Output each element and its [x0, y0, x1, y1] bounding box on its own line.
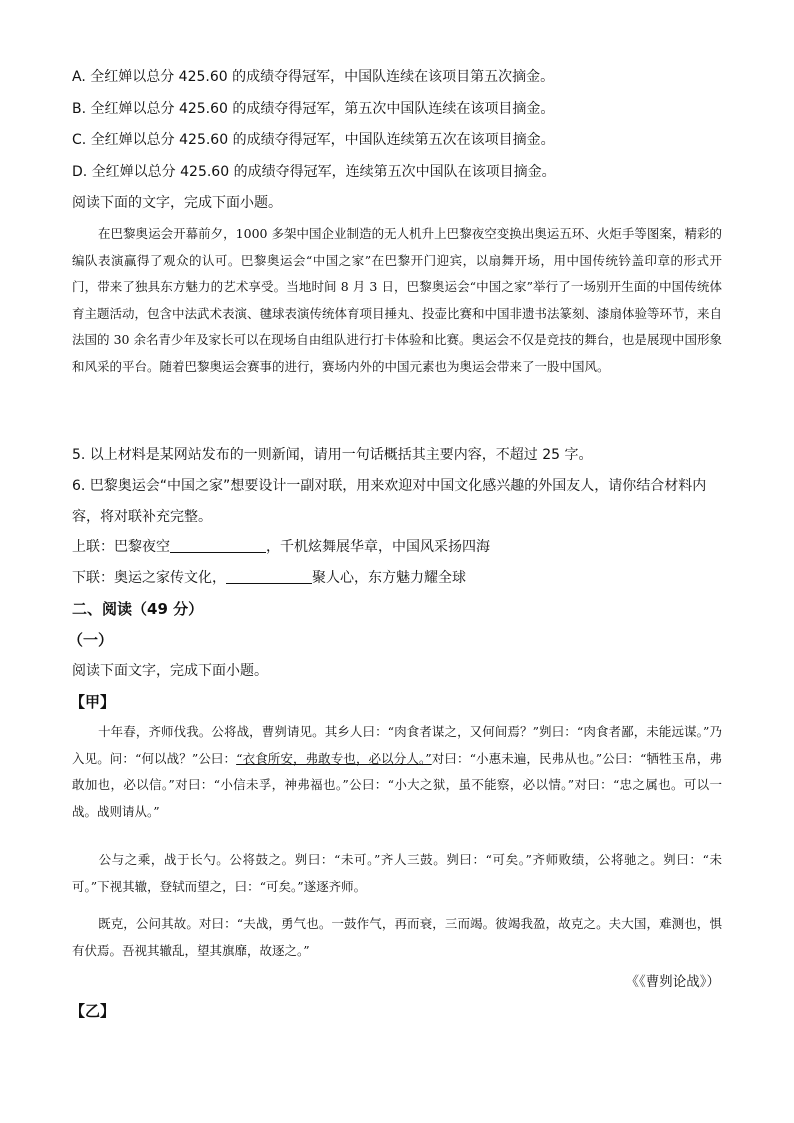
- classical-text: 公与之乘，战于长勺。公将鼓之。刿曰：“未可。”齐人三鼓。刿曰：“可矣。”齐师败绩，公将驰之。刿曰：“未可。”下视其辙，登轼而望之，曰：“可矣。”遂逐齐师。: [72, 852, 722, 894]
- option-text: 全红婵以总分 425.60 的成绩夺得冠军，中国队连续第五次在该项目摘金。: [90, 132, 555, 148]
- classical-paragraph-1: [72, 719, 722, 825]
- option-label: A.: [72, 69, 86, 85]
- reading-instruction: 阅读下面的文字，完成下面小题。: [72, 195, 282, 211]
- option-c: [72, 131, 555, 149]
- reading-instruction-2: 阅读下面文字，完成下面小题。: [72, 663, 268, 679]
- couplet-lower-start: 下联：奥运之家传文化，: [72, 570, 226, 586]
- passage-label-jia: 【甲】: [70, 693, 116, 711]
- classical-text: 对曰：“小惠未遍，民弗从也。”公曰：“牺牲玉帛，弗敢加也，必以信。”对曰：“小信未孚，神弗福也。”公曰：“小大之狱，虽不能察，必以情。”对曰：“忠之属也。可以一战。战则请从。”: [72, 750, 722, 819]
- classical-paragraph-2: [72, 847, 722, 900]
- option-text: 全红婵以总分 425.60 的成绩夺得冠军，中国队连续在该项目第五次摘金。: [90, 69, 555, 85]
- option-text: 全红婵以总分 425.60 的成绩夺得冠军，连续第五次中国队在该项目摘金。: [91, 164, 556, 180]
- classical-paragraph-3: [72, 911, 722, 964]
- underlined-sentence: “衣食所安，弗敢专也，必以分人。”: [236, 750, 432, 766]
- passage-label-yi: 【乙】: [70, 1002, 116, 1020]
- news-paragraph: [72, 221, 722, 380]
- option-label: C.: [72, 132, 87, 148]
- option-text: 全红婵以总分 425.60 的成绩夺得冠军，第五次中国队连续在该项目摘金。: [90, 101, 555, 117]
- couplet-lower-end: 聚人心，东方魅力耀全球: [312, 570, 466, 586]
- classical-text: 十年春，齐师伐我。公将战，曹刿请见。其乡人曰：“肉食者谋之，又何间焉？”刿曰：“肉食者鄙，未能远谋。”乃入见。问：“何以战？”公曰：: [72, 724, 722, 766]
- question-6: 6. 巴黎奥运会“中国之家”想要设计一副对联，用来欢迎对中国文化感兴趣的外国友人，请你结合材料内容，将对联补充完整。: [72, 478, 707, 525]
- couplet-upper-start: 上联：巴黎夜空: [72, 539, 170, 555]
- option-a: [72, 68, 554, 86]
- option-label: B.: [72, 101, 87, 117]
- option-b: [72, 100, 554, 118]
- answer-blank-lower[interactable]: [226, 569, 312, 584]
- answer-blank-upper[interactable]: [170, 538, 266, 553]
- question-5: 5. 以上材料是某网站发布的一则新闻，请用一句话概括其主要内容，不超过 25 字。: [72, 447, 593, 463]
- couplet-upper-end: ，千机炫舞展华章，中国风采扬四海: [266, 539, 490, 555]
- part-heading: （一）: [68, 631, 114, 649]
- option-label: D.: [72, 164, 88, 180]
- classical-text: 既克，公问其故。对曰：“夫战，勇气也。一鼓作气，再而衰，三而竭。彼竭我盈，故克之。夫大国，难测也，惧有伏焉。吾视其辙乱，望其旗靡，故逐之。”: [72, 916, 722, 958]
- section-heading: 二、阅读（49 分）: [72, 600, 204, 618]
- passage-source: 《《曹刿论战》）: [625, 974, 720, 990]
- option-d: [72, 163, 556, 181]
- news-text: 在巴黎奥运会开幕前夕，1000 多架中国企业制造的无人机升上巴黎夜空变换出奥运五环、火炬手等图案，精彩的编队表演赢得了观众的认可。巴黎奥运会“中国之家”在巴黎开门迎宾，以扇舞开场，用中国传统钤盖印章的形式开门，带来了独具东方魅力的艺术享受。当地时间 8 月 3 日，巴黎奥运会“中国之家”举行了一场别开生面的中国传统体育主题活动，包含中法武术表演、毽球表演传统体育项目捶丸、投壶比赛和中国非遗书法篆刻、漆扇体验等环节，来自法国的 30 余名青少年及家长可以在现场自由组队进行打卡体验和比赛。奥运会不仅是竞技的舞台，也是展现中国形象和风采的平台。随着巴黎奥运会赛事的进行，赛场内外的中国元素也为奥运会带来了一股中国风。: [72, 226, 723, 374]
- couplet-upper: [72, 538, 490, 556]
- couplet-lower: [72, 569, 466, 587]
